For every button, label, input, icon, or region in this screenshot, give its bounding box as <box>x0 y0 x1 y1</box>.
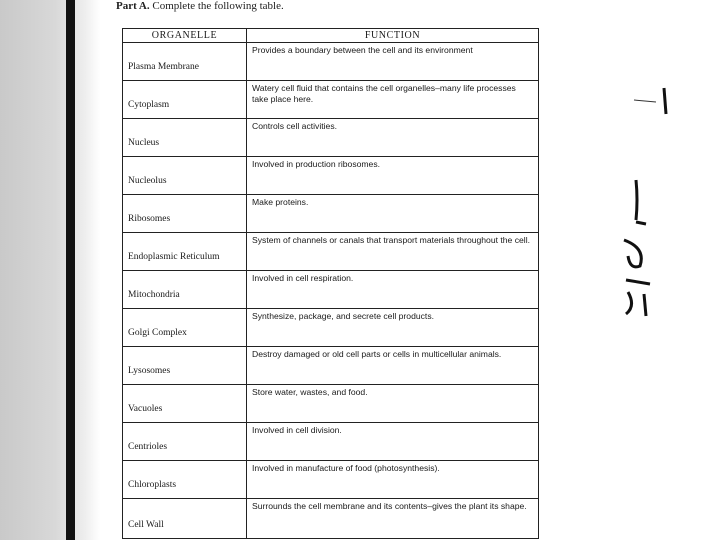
organelle-cell: Ribosomes <box>123 195 247 233</box>
scribble-stroke <box>664 88 666 114</box>
organelle-cell: Chloroplasts <box>123 461 247 499</box>
organelle-column-header: ORGANELLE <box>123 29 247 43</box>
function-cell: Destroy damaged or old cell parts or cells in multicellular animals. <box>247 347 539 385</box>
part-instruction: Complete the following table. <box>152 0 284 12</box>
organelle-cell: Nucleus <box>123 119 247 157</box>
function-cell: Controls cell activities. <box>247 119 539 157</box>
table-row <box>123 81 539 119</box>
function-cell: Surrounds the cell membrane and its contents–gives the plant its shape. <box>247 499 539 539</box>
table-row <box>123 43 539 81</box>
margin-scribble <box>606 80 716 340</box>
scribble-stroke <box>636 222 646 224</box>
scribble-stroke <box>626 292 632 314</box>
table-row <box>123 157 539 195</box>
function-cell: Involved in cell division. <box>247 423 539 461</box>
organelle-cell: Plasma Membrane <box>123 43 247 81</box>
organelle-cell: Cell Wall <box>123 499 247 539</box>
organelle-cell: Endoplasmic Reticulum <box>123 233 247 271</box>
table-row <box>123 233 539 271</box>
table-row <box>123 271 539 309</box>
organelle-cell: Mitochondria <box>123 271 247 309</box>
scribble-stroke <box>644 294 646 316</box>
page-binding-shadow <box>0 0 100 540</box>
organelle-function-table <box>122 28 539 539</box>
function-cell: Make proteins. <box>247 195 539 233</box>
table-row <box>123 423 539 461</box>
function-cell: Involved in cell respiration. <box>247 271 539 309</box>
scribble-stroke <box>624 240 641 267</box>
table-row <box>123 461 539 499</box>
part-heading <box>116 0 284 12</box>
table-row <box>123 309 539 347</box>
part-label: Part A. <box>116 0 150 12</box>
function-cell: Watery cell fluid that contains the cell organelles–many life processes take place here. <box>247 81 539 119</box>
function-cell: Involved in production ribosomes. <box>247 157 539 195</box>
organelle-cell: Nucleolus <box>123 157 247 195</box>
table-row <box>123 195 539 233</box>
function-cell: Provides a boundary between the cell and its environment <box>247 43 539 81</box>
table-row <box>123 385 539 423</box>
table-row <box>123 499 539 539</box>
organelle-cell: Vacuoles <box>123 385 247 423</box>
table-header-row <box>123 29 539 43</box>
organelle-cell: Lysosomes <box>123 347 247 385</box>
scribble-stroke <box>636 180 637 220</box>
function-column-header: FUNCTION <box>247 29 539 43</box>
scribble-stroke <box>634 100 656 102</box>
function-cell: System of channels or canals that transport materials throughout the cell. <box>247 233 539 271</box>
organelle-cell: Cytoplasm <box>123 81 247 119</box>
organelle-cell: Golgi Complex <box>123 309 247 347</box>
function-cell: Store water, wastes, and food. <box>247 385 539 423</box>
organelle-cell: Centrioles <box>123 423 247 461</box>
page-binding-edge <box>66 0 75 540</box>
scribble-stroke <box>626 280 650 284</box>
table-row <box>123 119 539 157</box>
function-cell: Involved in manufacture of food (photosynthesis). <box>247 461 539 499</box>
table-row <box>123 347 539 385</box>
function-cell: Synthesize, package, and secrete cell products. <box>247 309 539 347</box>
